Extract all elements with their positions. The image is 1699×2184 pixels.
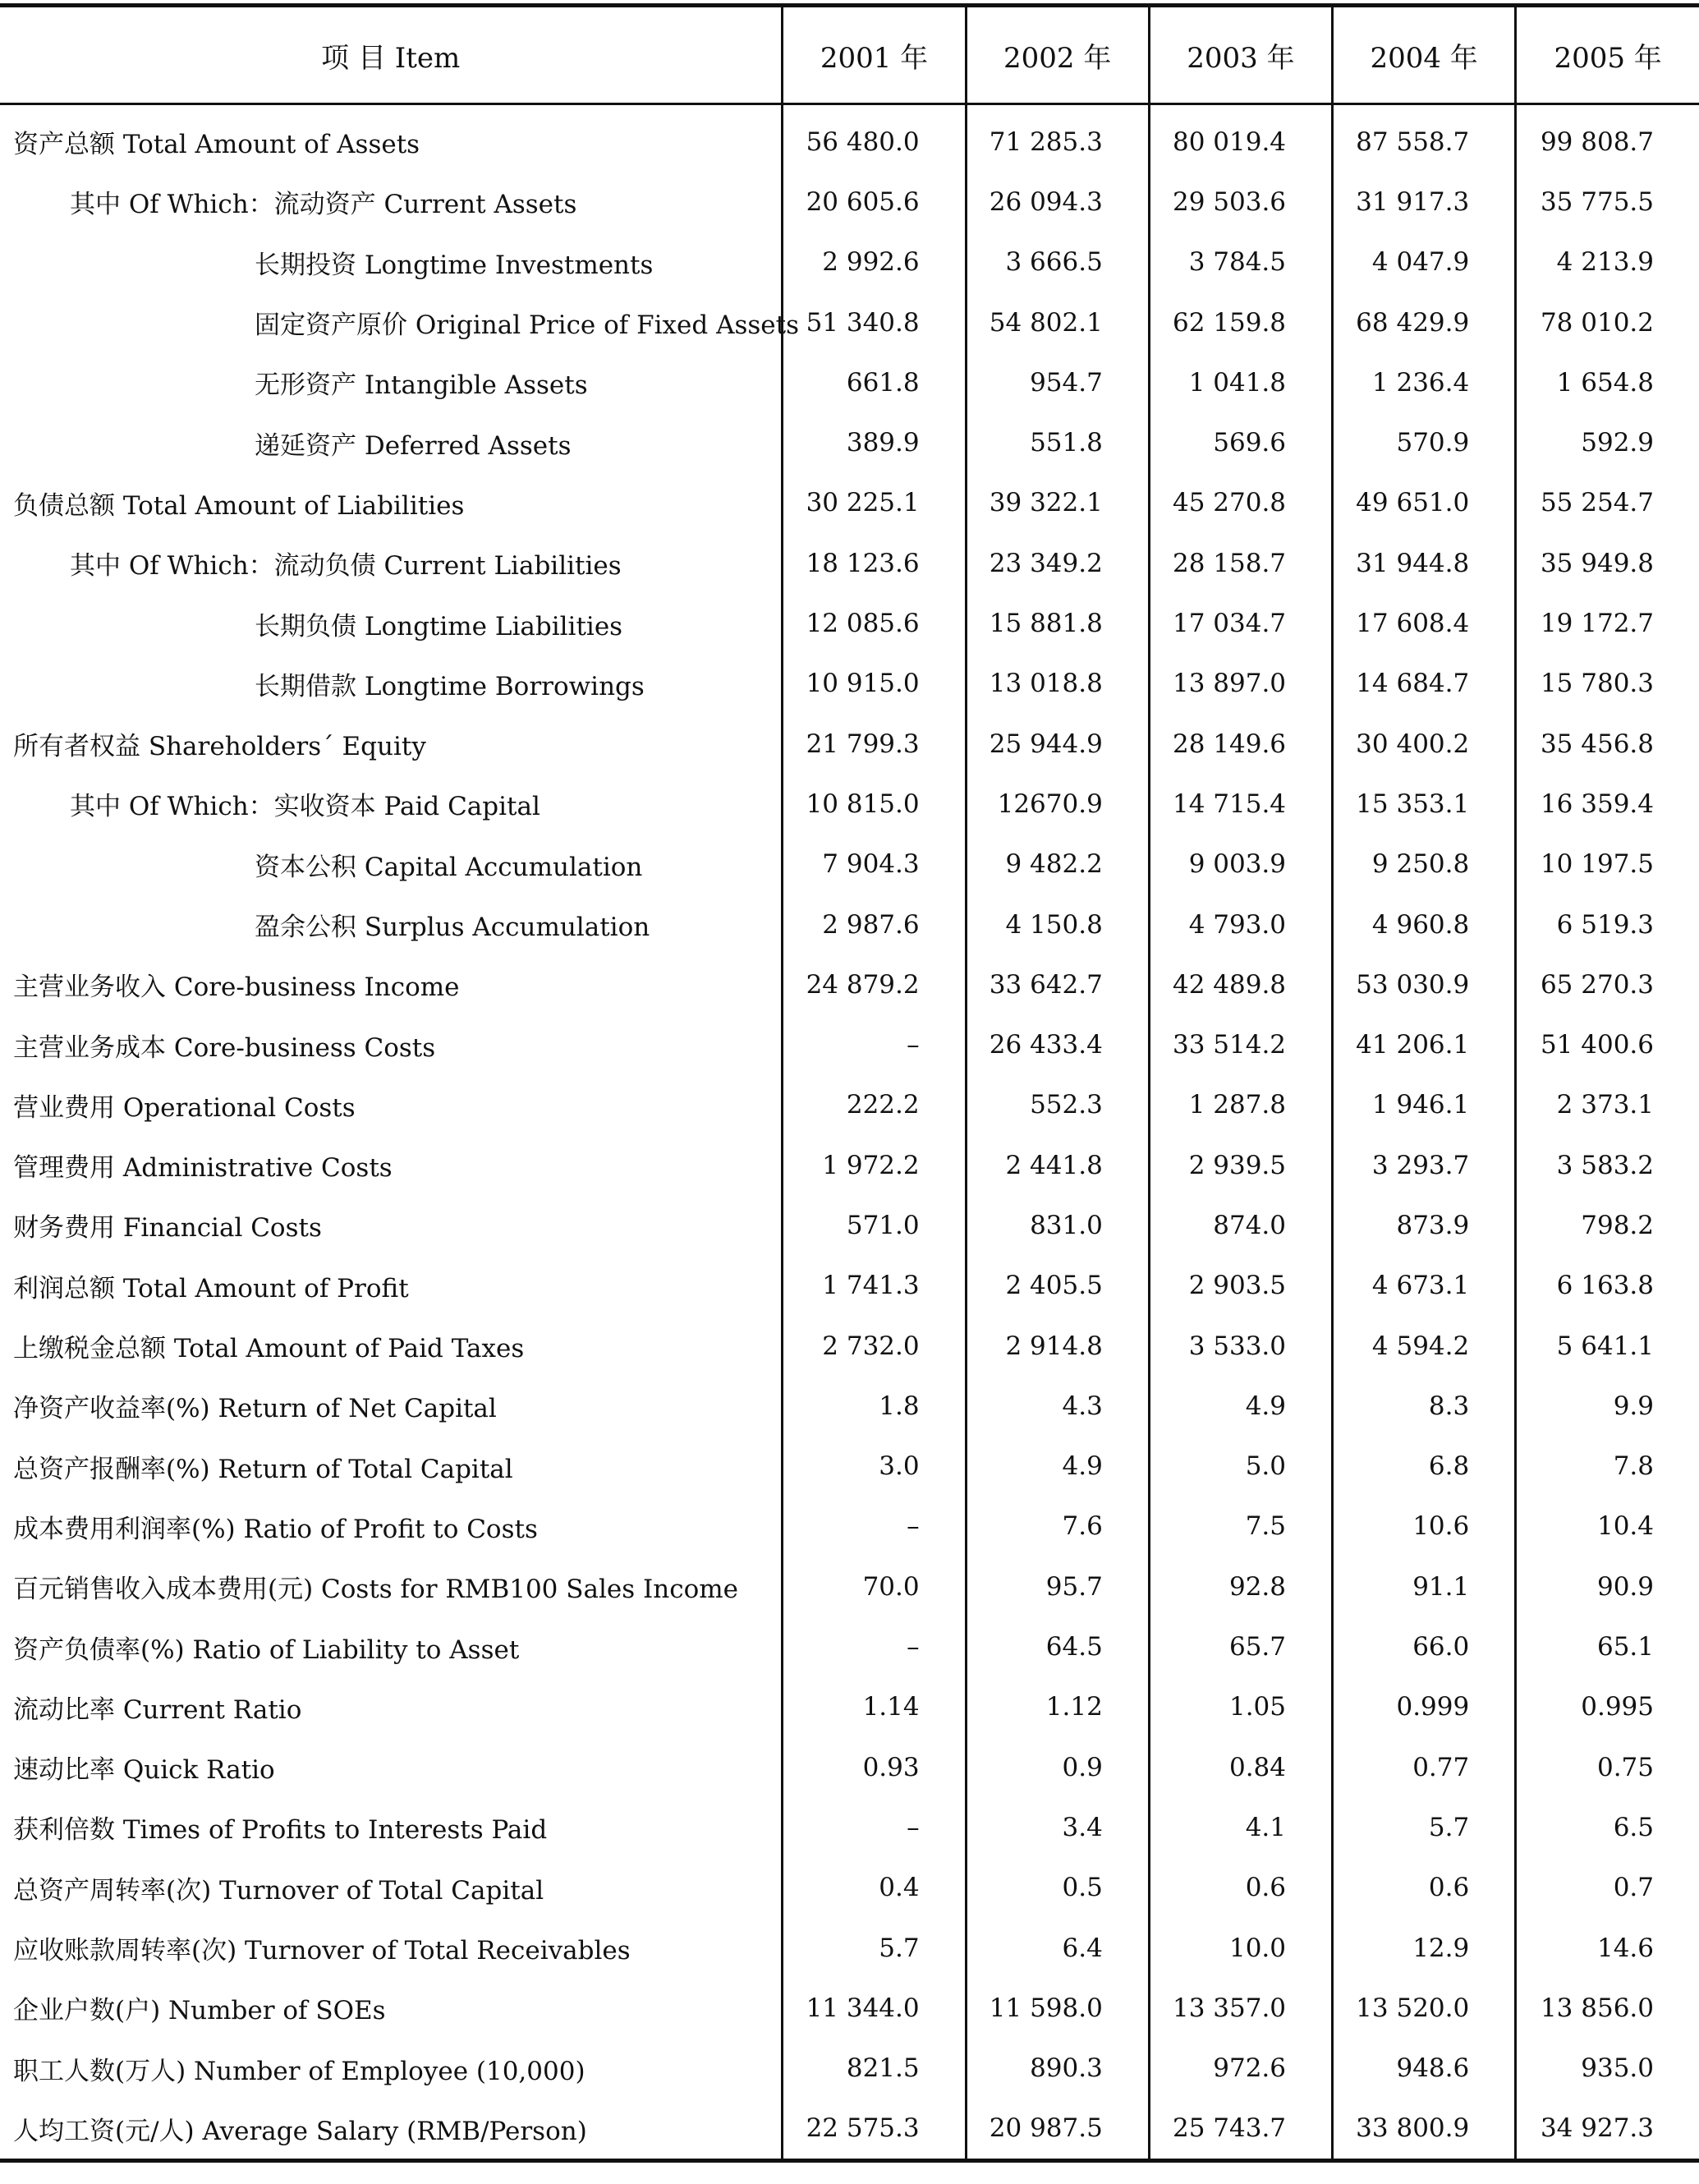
row-label: 长期借款 Longtime Borrowings [255, 671, 645, 701]
cell-value: 45 270.8 [1149, 473, 1332, 533]
cell-value: 7.6 [966, 1497, 1149, 1556]
row-label: 应收账款周转率(次) Turnover of Total Receivables [13, 1936, 631, 1966]
cell-value: 4 960.8 [1333, 894, 1516, 954]
row-label: 其中 Of Which：实收资本 Paid Capital [70, 792, 540, 822]
cell-value: 1 236.4 [1333, 352, 1516, 412]
cell-value: 14 684.7 [1333, 654, 1516, 714]
cell-value: 0.5 [966, 1858, 1149, 1918]
cell-value: 24 879.2 [783, 954, 966, 1014]
cell-value: – [783, 1497, 966, 1556]
cell-value: 3 666.5 [966, 232, 1149, 292]
financial-indicators-table [0, 3, 1699, 2163]
cell-value: 12 085.6 [783, 593, 966, 653]
cell-value: 4.3 [966, 1376, 1149, 1436]
header-year-2004: 2004 年 [1333, 6, 1516, 104]
cell-value: 23 349.2 [966, 533, 1149, 593]
cell-value: 9 250.8 [1333, 835, 1516, 894]
cell-value: 13 520.0 [1333, 1978, 1516, 2038]
cell-value: 71 285.3 [966, 104, 1149, 172]
cell-value: 831.0 [966, 1195, 1149, 1255]
table-row [0, 1677, 1699, 1737]
table-body [0, 104, 1699, 2161]
table-row [0, 352, 1699, 412]
row-label: 净资产收益率(%) Return of Net Capital [13, 1394, 497, 1424]
row-label: 获利倍数 Times of Profits to Interests Paid [13, 1815, 548, 1846]
cell-value: 33 514.2 [1149, 1014, 1332, 1074]
cell-value: 4 150.8 [966, 894, 1149, 954]
cell-value: 53 030.9 [1333, 954, 1516, 1014]
cell-value: 31 917.3 [1333, 172, 1516, 232]
row-label: 资产负债率(%) Ratio of Liability to Asset [13, 1635, 520, 1665]
cell-value: 0.6 [1149, 1858, 1332, 1918]
cell-value: 3 784.5 [1149, 232, 1332, 292]
cell-value: 16 359.4 [1516, 774, 1699, 834]
cell-value: 2 939.5 [1149, 1135, 1332, 1195]
cell-value: 28 158.7 [1149, 533, 1332, 593]
row-label: 主营业务成本 Core-business Costs [13, 1032, 436, 1063]
table-row [0, 835, 1699, 894]
table-row [0, 1616, 1699, 1676]
cell-value: 12.9 [1333, 1918, 1516, 1978]
cell-value: 389.9 [783, 412, 966, 472]
cell-value: 4.1 [1149, 1797, 1332, 1857]
cell-value: 222.2 [783, 1075, 966, 1135]
cell-value: 34 927.3 [1516, 2099, 1699, 2161]
cell-value: 30 225.1 [783, 473, 966, 533]
cell-value: 0.999 [1333, 1677, 1516, 1737]
cell-value: 873.9 [1333, 1195, 1516, 1255]
cell-value: 6.5 [1516, 1797, 1699, 1857]
row-label: 企业户数(户) Number of SOEs [13, 1996, 386, 2026]
cell-value: 26 433.4 [966, 1014, 1149, 1074]
cell-value: 4.9 [966, 1437, 1149, 1497]
cell-value: 26 094.3 [966, 172, 1149, 232]
cell-value: 80 019.4 [1149, 104, 1332, 172]
cell-value: 68 429.9 [1333, 292, 1516, 352]
cell-value: 65.7 [1149, 1616, 1332, 1676]
row-label: 上缴税金总额 Total Amount of Paid Taxes [13, 1334, 525, 1364]
cell-value: 0.995 [1516, 1677, 1699, 1737]
row-label: 其中 Of Which：流动资产 Current Assets [70, 190, 577, 220]
cell-value: 5.7 [783, 1918, 966, 1978]
row-label: 营业费用 Operational Costs [13, 1092, 356, 1123]
cell-value: 4 793.0 [1149, 894, 1332, 954]
cell-value: 99 808.7 [1516, 104, 1699, 172]
row-label: 盈余公积 Surplus Accumulation [255, 913, 650, 942]
row-label: 速动比率 Quick Ratio [13, 1755, 275, 1786]
cell-value: 592.9 [1516, 412, 1699, 472]
row-label: 无形资产 Intangible Assets [255, 370, 588, 401]
cell-value: 0.6 [1333, 1858, 1516, 1918]
cell-value: 1.14 [783, 1677, 966, 1737]
cell-value: 70.0 [783, 1556, 966, 1616]
row-label: 资产总额 Total Amount of Assets [13, 130, 420, 160]
cell-value: 28 149.6 [1149, 714, 1332, 774]
cell-value: 4.9 [1149, 1376, 1332, 1436]
cell-value: 19 172.7 [1516, 593, 1699, 653]
cell-value: 0.9 [966, 1737, 1149, 1797]
cell-value: 7.5 [1149, 1497, 1332, 1556]
cell-value: 1.05 [1149, 1677, 1332, 1737]
cell-value: 9 003.9 [1149, 835, 1332, 894]
cell-value: 17 608.4 [1333, 593, 1516, 653]
row-label: 资本公积 Capital Accumulation [255, 852, 643, 882]
cell-value: 13 856.0 [1516, 1978, 1699, 2038]
cell-value: 0.93 [783, 1737, 966, 1797]
cell-value: 51 400.6 [1516, 1014, 1699, 1074]
cell-value: 20 987.5 [966, 2099, 1149, 2161]
row-label: 总资产报酬率(%) Return of Total Capital [13, 1454, 513, 1484]
cell-value: 3.4 [966, 1797, 1149, 1857]
table-row [0, 1497, 1699, 1556]
cell-value: 35 456.8 [1516, 714, 1699, 774]
table-row [0, 654, 1699, 714]
cell-value: 2 914.8 [966, 1316, 1149, 1376]
row-label: 管理费用 Administrative Costs [13, 1153, 393, 1184]
table-row [0, 2039, 1699, 2099]
cell-value: 954.7 [966, 352, 1149, 412]
cell-value: 15 881.8 [966, 593, 1149, 653]
cell-value: 1.12 [966, 1677, 1149, 1737]
cell-value: 6.8 [1333, 1437, 1516, 1497]
cell-value: 55 254.7 [1516, 473, 1699, 533]
cell-value: 9 482.2 [966, 835, 1149, 894]
table-row [0, 1135, 1699, 1195]
table-row [0, 1376, 1699, 1436]
cell-value: 1 741.3 [783, 1256, 966, 1316]
table-row [0, 1556, 1699, 1616]
cell-value: 30 400.2 [1333, 714, 1516, 774]
cell-value: 890.3 [966, 2039, 1149, 2099]
cell-value: 2 373.1 [1516, 1075, 1699, 1135]
cell-value: 0.7 [1516, 1858, 1699, 1918]
row-label: 成本费用利润率(%) Ratio of Profit to Costs [13, 1514, 538, 1544]
table-row [0, 1858, 1699, 1918]
cell-value: 91.1 [1333, 1556, 1516, 1616]
cell-value: 1 972.2 [783, 1135, 966, 1195]
cell-value: 14 715.4 [1149, 774, 1332, 834]
row-label: 固定资产原价 Original Price of Fixed Assets [255, 310, 799, 341]
cell-value: 92.8 [1149, 1556, 1332, 1616]
cell-value: 13 018.8 [966, 654, 1149, 714]
cell-value: 10.0 [1149, 1918, 1332, 1978]
cell-value: 42 489.8 [1149, 954, 1332, 1014]
cell-value: 29 503.6 [1149, 172, 1332, 232]
cell-value: 570.9 [1333, 412, 1516, 472]
cell-value: 31 944.8 [1333, 533, 1516, 593]
table-row [0, 292, 1699, 352]
table-row [0, 104, 1699, 172]
cell-value: 1 946.1 [1333, 1075, 1516, 1135]
row-label: 递延资产 Deferred Assets [255, 430, 572, 461]
cell-value: 35 949.8 [1516, 533, 1699, 593]
cell-value: 0.4 [783, 1858, 966, 1918]
cell-value: 21 799.3 [783, 714, 966, 774]
cell-value: 18 123.6 [783, 533, 966, 593]
cell-value: 972.6 [1149, 2039, 1332, 2099]
row-label: 其中 Of Which：流动负债 Current Liabilities [70, 551, 622, 582]
cell-value: 2 732.0 [783, 1316, 966, 1376]
cell-value: 12670.9 [966, 774, 1149, 834]
table-row [0, 894, 1699, 954]
cell-value: 2 441.8 [966, 1135, 1149, 1195]
cell-value: 8.3 [1333, 1376, 1516, 1436]
cell-value: 33 642.7 [966, 954, 1149, 1014]
cell-value: 2 903.5 [1149, 1256, 1332, 1316]
table-row [0, 1014, 1699, 1074]
cell-value: 798.2 [1516, 1195, 1699, 1255]
cell-value: 661.8 [783, 352, 966, 412]
cell-value: 95.7 [966, 1556, 1149, 1616]
cell-value: 10 197.5 [1516, 835, 1699, 894]
cell-value: 3.0 [783, 1437, 966, 1497]
cell-value: 41 206.1 [1333, 1014, 1516, 1074]
cell-value: 15 780.3 [1516, 654, 1699, 714]
cell-value: – [783, 1014, 966, 1074]
cell-value: 4 673.1 [1333, 1256, 1516, 1316]
cell-value: 9.9 [1516, 1376, 1699, 1436]
table-row [0, 1437, 1699, 1497]
cell-value: 7 904.3 [783, 835, 966, 894]
cell-value: 3 293.7 [1333, 1135, 1516, 1195]
cell-value: 25 743.7 [1149, 2099, 1332, 2161]
cell-value: 20 605.6 [783, 172, 966, 232]
row-label: 职工人数(万人) Number of Employee (10,000) [13, 2056, 585, 2086]
table-row [0, 1737, 1699, 1797]
table-row [0, 1256, 1699, 1316]
cell-value: 7.8 [1516, 1437, 1699, 1497]
header-year-2001: 2001 年 [783, 6, 966, 104]
cell-value: 11 598.0 [966, 1978, 1149, 2038]
table-row [0, 1195, 1699, 1255]
cell-value: 5.7 [1333, 1797, 1516, 1857]
cell-value: 2 987.6 [783, 894, 966, 954]
cell-value: 10 815.0 [783, 774, 966, 834]
cell-value: 90.9 [1516, 1556, 1699, 1616]
cell-value: 39 322.1 [966, 473, 1149, 533]
table-row [0, 1075, 1699, 1135]
header-row [0, 6, 1699, 104]
cell-value: 3 533.0 [1149, 1316, 1332, 1376]
cell-value: 821.5 [783, 2039, 966, 2099]
table-row [0, 714, 1699, 774]
cell-value: 1 041.8 [1149, 352, 1332, 412]
cell-value: 3 583.2 [1516, 1135, 1699, 1195]
cell-value: 6.4 [966, 1918, 1149, 1978]
cell-value: 10.4 [1516, 1497, 1699, 1556]
cell-value: 4 047.9 [1333, 232, 1516, 292]
table-row [0, 1918, 1699, 1978]
cell-value: 0.75 [1516, 1737, 1699, 1797]
table-row [0, 533, 1699, 593]
cell-value: 4 213.9 [1516, 232, 1699, 292]
cell-value: 65 270.3 [1516, 954, 1699, 1014]
cell-value: 25 944.9 [966, 714, 1149, 774]
row-label: 百元销售收入成本费用(元) Costs for RMB100 Sales Income [13, 1575, 738, 1605]
row-label: 人均工资(元/人) Average Salary (RMB/Person) [0, 2099, 783, 2161]
table-row [0, 1978, 1699, 2038]
header-year-2005: 2005 年 [1516, 6, 1699, 104]
row-label: 负债总额 Total Amount of Liabilities [13, 490, 465, 521]
cell-value: 6 519.3 [1516, 894, 1699, 954]
cell-value: 5 641.1 [1516, 1316, 1699, 1376]
header-year-2003: 2003 年 [1149, 6, 1332, 104]
cell-value: 33 800.9 [1333, 2099, 1516, 2161]
table-header [0, 6, 1699, 104]
row-label: 流动比率 Current Ratio [13, 1694, 302, 1725]
cell-value: 65.1 [1516, 1616, 1699, 1676]
row-label: 长期投资 Longtime Investments [255, 250, 654, 280]
table-row [0, 1316, 1699, 1376]
cell-value: 10 915.0 [783, 654, 966, 714]
cell-value: 22 575.3 [783, 2099, 966, 2161]
cell-value: 552.3 [966, 1075, 1149, 1135]
cell-value: 935.0 [1516, 2039, 1699, 2099]
cell-value: 35 775.5 [1516, 172, 1699, 232]
cell-value: 6 163.8 [1516, 1256, 1699, 1316]
cell-value: 87 558.7 [1333, 104, 1516, 172]
row-label: 总资产周转率(次) Turnover of Total Capital [13, 1875, 544, 1906]
row-label: 主营业务收入 Core-business Income [13, 972, 460, 1003]
cell-value: 948.6 [1333, 2039, 1516, 2099]
table-row [0, 473, 1699, 533]
cell-value: 51 340.8 [783, 292, 966, 352]
cell-value: 17 034.7 [1149, 593, 1332, 653]
cell-value: 10.6 [1333, 1497, 1516, 1556]
header-year-2002: 2002 年 [966, 6, 1149, 104]
row-label: 利润总额 Total Amount of Profit [13, 1273, 409, 1304]
table-row [0, 954, 1699, 1014]
cell-value: 2 405.5 [966, 1256, 1149, 1316]
header-item: 项 目 Item [0, 6, 783, 104]
cell-value: 1 654.8 [1516, 352, 1699, 412]
cell-value: 11 344.0 [783, 1978, 966, 2038]
cell-value: 15 353.1 [1333, 774, 1516, 834]
cell-value: 66.0 [1333, 1616, 1516, 1676]
cell-value: 1.8 [783, 1376, 966, 1436]
cell-value: 64.5 [966, 1616, 1149, 1676]
cell-value: 56 480.0 [783, 104, 966, 172]
table-row [0, 232, 1699, 292]
cell-value: 551.8 [966, 412, 1149, 472]
cell-value: 54 802.1 [966, 292, 1149, 352]
row-label: 财务费用 Financial Costs [13, 1213, 322, 1244]
row-label: 所有者权益 Shareholders´ Equity [13, 732, 426, 762]
cell-value: – [783, 1797, 966, 1857]
cell-value: 1 287.8 [1149, 1075, 1332, 1135]
cell-value: 874.0 [1149, 1195, 1332, 1255]
cell-value: 0.77 [1333, 1737, 1516, 1797]
cell-value: 4 594.2 [1333, 1316, 1516, 1376]
table-row [0, 2099, 1699, 2161]
cell-value: 569.6 [1149, 412, 1332, 472]
cell-value: 2 992.6 [783, 232, 966, 292]
table-row [0, 774, 1699, 834]
table-row [0, 593, 1699, 653]
cell-value: 14.6 [1516, 1918, 1699, 1978]
table-row [0, 172, 1699, 232]
cell-value: 78 010.2 [1516, 292, 1699, 352]
cell-value: 49 651.0 [1333, 473, 1516, 533]
cell-value: 0.84 [1149, 1737, 1332, 1797]
cell-value: 62 159.8 [1149, 292, 1332, 352]
table-row [0, 1797, 1699, 1857]
cell-value: 13 897.0 [1149, 654, 1332, 714]
row-label: 长期负债 Longtime Liabilities [255, 611, 623, 641]
cell-value: 5.0 [1149, 1437, 1332, 1497]
cell-value: 13 357.0 [1149, 1978, 1332, 2038]
cell-value: – [783, 1616, 966, 1676]
table-row [0, 412, 1699, 472]
cell-value: 571.0 [783, 1195, 966, 1255]
